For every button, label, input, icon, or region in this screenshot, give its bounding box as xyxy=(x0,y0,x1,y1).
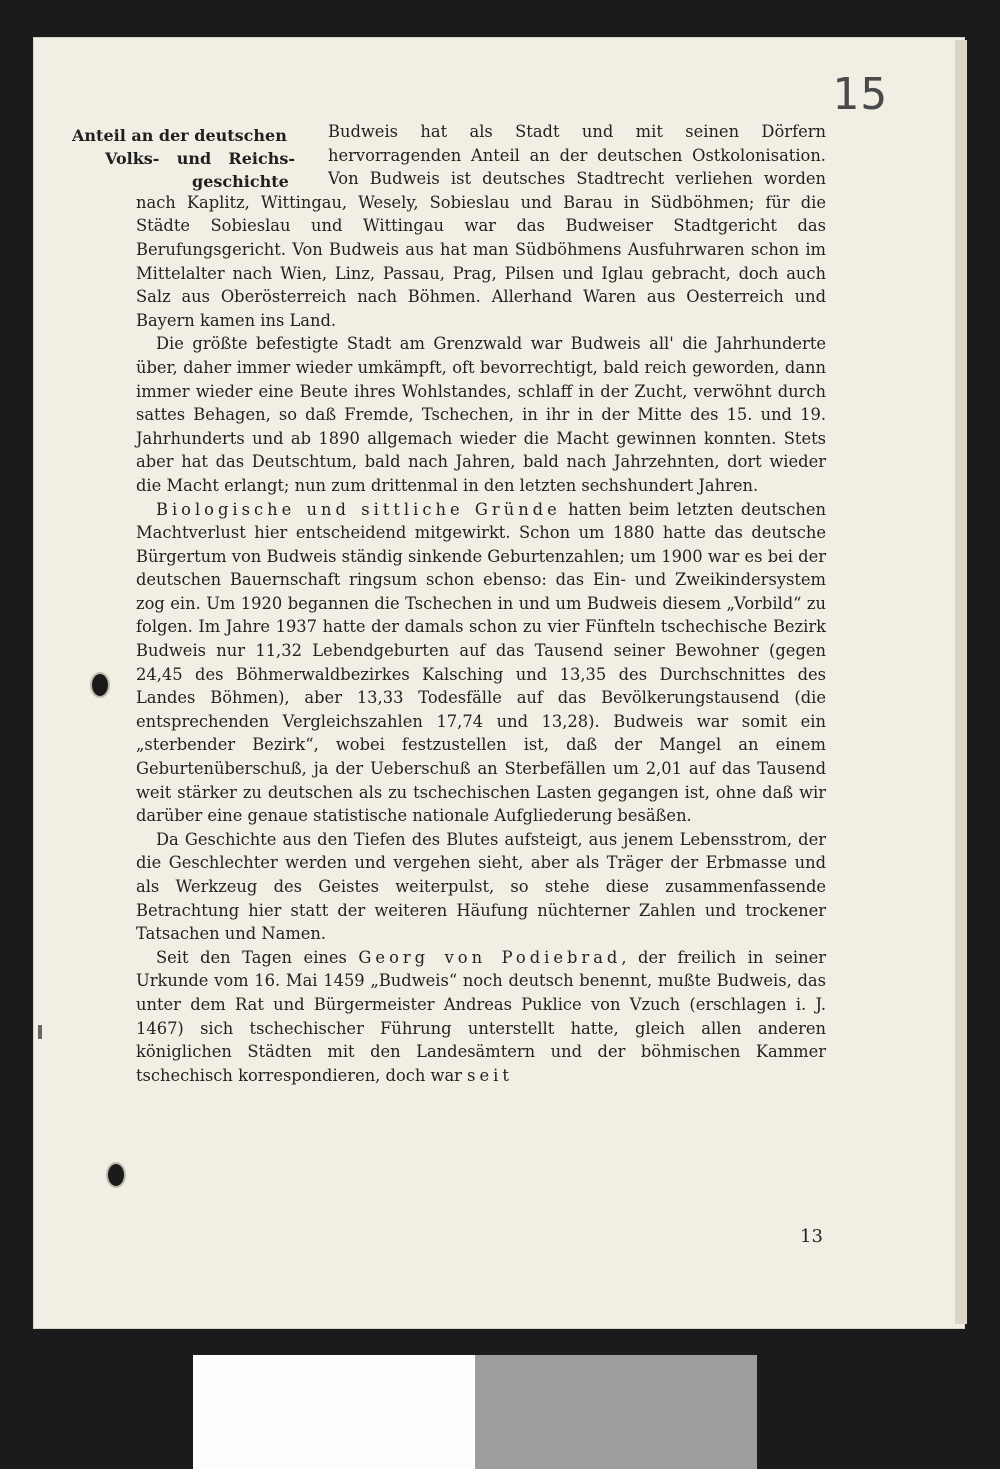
body-text xyxy=(136,120,826,1087)
archive-stamp-number: 15 xyxy=(832,69,889,120)
paragraph-5: Seit den Tagen eines Georg von Podiebrad, der freilich in seiner Urkunde vom 16. Mai 1459 „Budweis“ noch deutsch benennt, mußte Budweis, das unter dem Rat und Bürgermeister Andreas Puklice von Vzuch (erschlagen i. J. 1467) sich tschechischer Führung unterstellt hatte, gleich allen anderen königlichen Städten mit den Landesämtern und der böhmischen Kammer tschechisch korrespondieren, doch war seit xyxy=(136,947,826,1085)
color-calibration-white xyxy=(193,1355,475,1469)
punch-hole-icon xyxy=(90,672,110,698)
margin-note-line-3: geschichte xyxy=(192,172,289,191)
margin-note-line-2: Volks- und Reichs- xyxy=(105,149,295,168)
page-tear-mark xyxy=(38,1025,42,1039)
spaced-emphasis: Biologische und sittliche Gründe xyxy=(156,499,561,519)
page-number: 13 xyxy=(800,1226,823,1247)
color-calibration-gray xyxy=(475,1355,757,1469)
spaced-emphasis-name: Georg von Podiebrad xyxy=(358,947,622,967)
paragraph-4: Da Geschichte aus den Tiefen des Blutes aufsteigt, aus jenem Lebensstrom, der die Geschlechter werden und vergehen sieht, aber als Träger der Erbmasse und als Werkzeug des Geistes weiterpulst, so stehe diese zusammenfassende Betrachtung hier statt der weiteren Häufung nüchterner Zahlen und trockener Tatsachen und Namen. xyxy=(136,829,826,944)
margin-note-line-1: Anteil an der deutschen xyxy=(72,126,287,145)
paragraph-2: Die größte befestigte Stadt am Grenzwald war Budweis all' die Jahrhunderte über, daher immer wieder umkämpft, oft bevorrechtigt, bald reich geworden, dann immer wieder eine Beute ihres Wohlstandes, schlaff in der Zucht, verwöhnt durch sattes Behagen, so daß Fremde, Tschechen, in ihr in der Mitte des 15. und 19. Jahrhunderts und ab 1890 allgemach wieder die Macht gewinnen konnten. Stets aber hat das Deutschtum, bald nach Jahren, bald nach Jahrzehnten, dort wieder die Macht erlangt; nun zum drittenmal in den letzten sechshundert Jahren. xyxy=(136,334,826,495)
page-edge xyxy=(955,40,967,1324)
paragraph-1: Budweis hat als Stadt und mit seinen Dörfern hervorragenden Anteil an der deutschen Ostkolonisation. Von Budweis ist deutsches Stadtrecht verliehen worden nach Kaplitz, Wittingau, Wesely, Sobieslau und Barau in Südböhmen; für die Städte Sobieslau und Wittingau war das Budweiser Stadtgericht das Berufungsgericht. Von Budweis aus hat man Südböhmens Ausfuhrwaren schon im Mittelalter nach Wien, Linz, Passau, Prag, Pilsen und Iglau gebracht, doch auch Salz aus Oberösterreich nach Böhmen. Allerhand Waren aus Oesterreich und Bayern kamen ins Land. xyxy=(136,122,826,330)
punch-hole-icon xyxy=(106,1162,126,1188)
spaced-emphasis-seit: seit xyxy=(467,1065,513,1085)
paragraph-3: Biologische und sittliche Gründe hatten beim letzten deutschen Machtverlust hier entscheidend mitgewirkt. Schon um 1880 hatte das deutsche Bürgertum von Budweis ständig sinkende Geburtenzahlen; um 1900 war es bei der deutschen Bauernschaft ringsum schon ebenso: das Ein- und Zweikindersystem zog ein. Um 1920 begannen die Tschechen in und um Budweis diesem „Vorbild“ zu folgen. Im Jahre 1937 hatte der damals schon zu vier Fünfteln tschechische Bezirk Budweis nur 11,32 Lebendgeburten auf das Tausend seiner Bewohner (gegen 24,45 des Böhmerwaldbezirkes Kalsching und 13,35 des Durchschnittes des Landes Böhmen), aber 13,33 Todesfälle auf das Bevölkerungstausend (die entsprechenden Vergleichszahlen 17,74 und 13,28). Budweis war somit ein „sterbender Bezirk“, wobei festzustellen ist, daß der Mangel an einem Geburtenüberschuß, ja der Ueberschuß an Sterbefällen um 2,01 auf das Tausend weit stärker zu deutschen als zu tschechischen Lasten gegangen ist, ohne daß wir darüber eine genaue statistische nationale Aufgliederung besäßen. xyxy=(136,499,826,826)
